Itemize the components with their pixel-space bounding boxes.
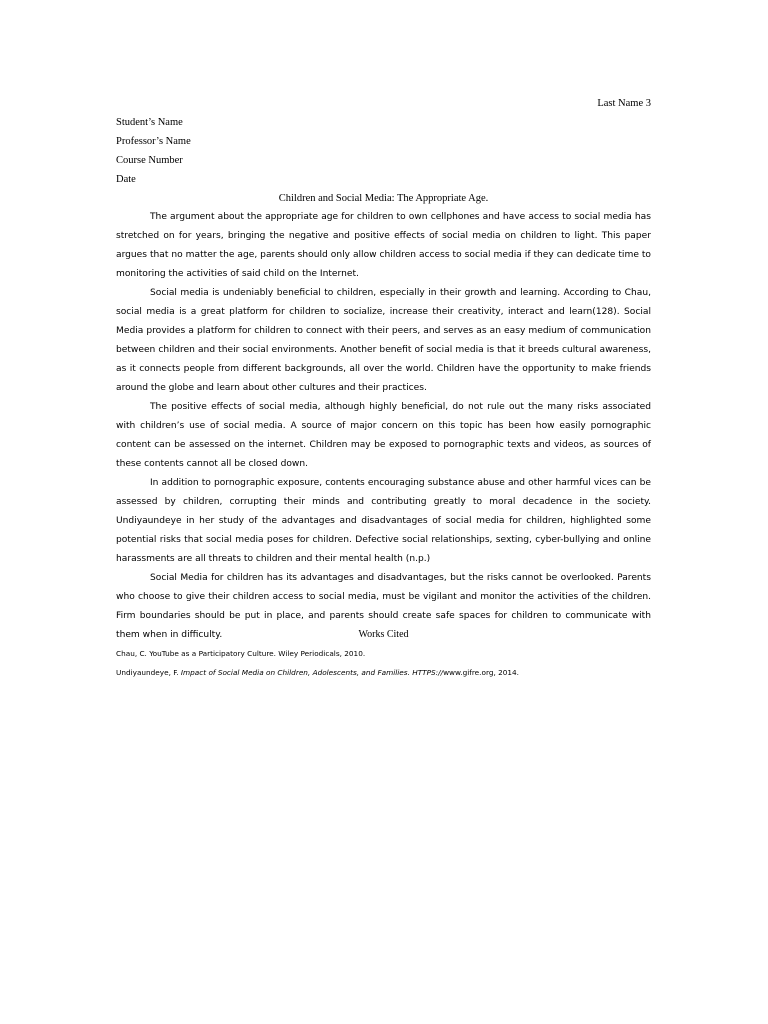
professor-name: Professor’s Name (116, 136, 191, 147)
paragraph: The argument about the appropriate age for children to own cellphones and have access to social media has stretched on for years, bringing the negative and positive effects of social media on children to light. This paper argues that no matter the age, parents should only allow children access to social media if they can dedicate time to monitoring the activities of said child on the Internet. (116, 212, 651, 279)
paragraph: Social media is undeniably beneficial to children, especially in their growth and learning. According to Chau, social media is a great platform for children to socialize, increase their creativity, interact and learn(128). Social Media provides a platform for children to connect with their peers, and serves as an easy medium of communication between children and their social environments. Another benefit of social media is that it breeds cultural awareness, as it connects people from different backgrounds, all over the world. Children have the opportunity to make friends around the globe and learn about other cultures and their practices. (116, 288, 651, 393)
date-line: Date (116, 174, 136, 185)
citation-italic-title: Impact of Social Media on Children, Adolescents, and Families. HTTPS:// (180, 668, 444, 677)
paragraph: In addition to pornographic exposure, contents encouraging substance abuse and other harmful vices can be assessed by children, corrupting their minds and contributing greatly to moral decadence in the society. Undiyaundeye in her study of the advantages and disadvantages of social media for children, highlighted some potential risks that social media poses for children. Defective social relationships, sexting, cyber-bullying and online harassments are all threats to children and their mental health (n.p.) (116, 478, 651, 564)
student-name: Student’s Name (116, 117, 183, 128)
citation-entry (116, 649, 676, 659)
course-number: Course Number (116, 155, 183, 166)
works-cited-heading: Works Cited (358, 629, 409, 640)
citation-suffix: www.gifre.org, 2014. (443, 668, 519, 677)
running-head: Last Name 3 (597, 98, 651, 109)
citation-entry (116, 668, 676, 678)
paragraph: The positive effects of social media, although highly beneficial, do not rule out the many risks associated with children’s use of social media. A source of major concern on this topic has been how easily pornographic content can be assessed on the internet. Children may be exposed to pornographic texts and videos, as sources of these contents cannot all be closed down. (116, 402, 651, 469)
paper-body (116, 208, 651, 645)
paragraph: Social Media for children has its advantages and disadvantages, but the risks cannot be overlooked. Parents who choose to give their children access to social media, must be vigilant and monitor the activities of the children. Firm boundaries should be put in place, and parents should create safe spaces for children to communicate with them when in difficulty. (116, 573, 651, 640)
citation-text: Chau, C. YouTube as a Participatory Culture. Wiley Periodicals, 2010. (116, 649, 366, 658)
paper-title: Children and Social Media: The Appropriate Age. (278, 193, 489, 204)
citation-text: Undiyaundeye, F. (116, 668, 181, 677)
